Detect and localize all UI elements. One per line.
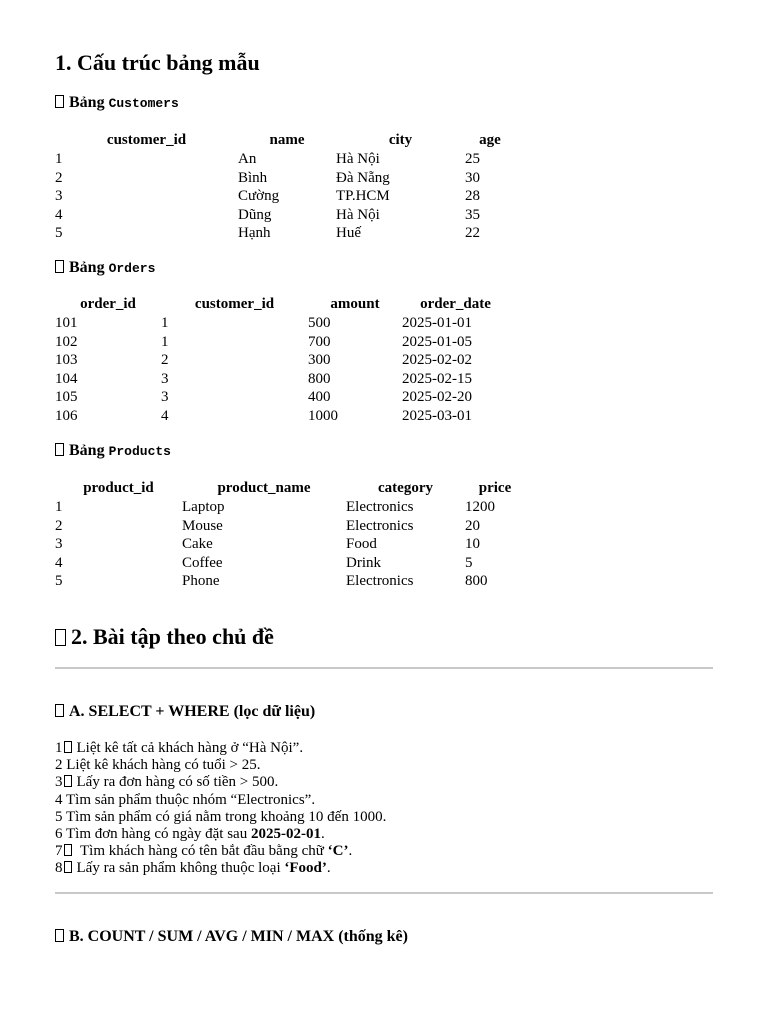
table-cell: TP.HCM [336, 188, 390, 204]
section-2-title [55, 624, 274, 650]
divider [55, 667, 713, 669]
table-cell: 22 [465, 225, 480, 241]
table-cell: 30 [465, 169, 480, 186]
table-cell: 2 [161, 352, 169, 368]
table-cell: 500 [308, 315, 331, 331]
column-header: amount [330, 296, 380, 312]
table-row [55, 554, 525, 573]
missing-glyph-icon [55, 704, 64, 717]
part-a-heading [55, 703, 315, 721]
table-cell: 700 [308, 333, 331, 350]
column-header: customer_id [106, 132, 187, 148]
table-cell: Dũng [238, 206, 272, 223]
part-b-heading [55, 928, 408, 946]
table-row [55, 333, 509, 352]
part-a-title: A. SELECT + WHERE (lọc dữ liệu) [69, 703, 316, 720]
table-cell: Electronics [346, 517, 414, 534]
table-cell: 2025-01-01 [402, 315, 472, 331]
table-cell: 5 [465, 554, 473, 571]
table-cell: 1 [161, 333, 169, 350]
table-row [55, 407, 509, 426]
table-cell: 5 [55, 573, 63, 589]
table-cell: 2025-03-01 [402, 407, 472, 424]
table-row [55, 187, 515, 206]
table-cell: 3 [55, 188, 63, 204]
missing-glyph-icon [55, 260, 64, 273]
table-row [55, 224, 515, 243]
table-row [55, 314, 509, 333]
missing-glyph-icon [55, 443, 64, 456]
table-cell: 2025-02-02 [402, 352, 472, 368]
table-cell: 28 [465, 188, 480, 204]
table-cell: 3 [55, 536, 63, 552]
table-cell: Bình [238, 169, 268, 186]
column-header: city [388, 132, 413, 148]
column-header: price [478, 480, 512, 496]
table-cell: 2 [55, 169, 63, 186]
table-header-row [55, 479, 525, 498]
missing-glyph-icon [55, 95, 64, 108]
table-cell: 4 [55, 554, 63, 571]
table-cell: 300 [308, 352, 331, 368]
table-cell: Huế [336, 225, 361, 241]
table-cell: 4 [161, 407, 169, 424]
part-b-title: B. COUNT / SUM / AVG / MIN / MAX (thống kê) [69, 928, 408, 945]
orders-table-heading [55, 259, 155, 277]
list-item: 3 Lấy ra đơn hàng có số tiền > 500. [55, 774, 279, 791]
column-header: order_date [420, 296, 491, 312]
table-cell: 2025-02-15 [402, 370, 472, 387]
table-cell: Electronics [346, 499, 414, 515]
list-item: 1 Liệt kê tất cả khách hàng ở “Hà Nội”. [55, 740, 304, 756]
table-row [55, 370, 509, 389]
table-cell: An [238, 151, 257, 167]
table-cell: 3 [161, 370, 169, 387]
missing-glyph-icon [64, 775, 72, 787]
column-header: customer_id [194, 296, 275, 312]
table-cell: 1 [55, 499, 63, 515]
table-cell: 4 [55, 206, 63, 223]
table-cell: Cake [182, 536, 213, 552]
table-cell: Food [346, 536, 377, 552]
column-header: category [378, 480, 433, 496]
table-cell: Hà Nội [336, 151, 380, 167]
table-cell: Hà Nội [336, 206, 380, 223]
missing-glyph-icon [64, 741, 72, 753]
missing-glyph-icon [64, 861, 72, 873]
table-cell: 1200 [465, 499, 495, 515]
table-row [55, 517, 525, 536]
table-cell: 2025-02-20 [402, 389, 472, 405]
table-row [55, 572, 525, 591]
section-1-title: 1. Cấu trúc bảng mẫu [55, 50, 260, 75]
table-cell: Electronics [346, 573, 414, 589]
table-heading-name: Products [108, 444, 171, 459]
table-cell: 104 [55, 370, 78, 387]
orders-table [55, 295, 509, 425]
table-cell: Drink [346, 554, 381, 571]
table-heading-name: Customers [108, 96, 179, 111]
table-cell: 25 [465, 151, 480, 167]
table-cell: 800 [465, 573, 488, 589]
list-item: 6 Tìm đơn hàng có ngày đặt sau 2025-02-01. [55, 826, 325, 843]
table-cell: 102 [55, 333, 78, 350]
table-cell: 1000 [308, 407, 338, 424]
table-cell: Coffee [182, 554, 223, 571]
divider [55, 892, 713, 894]
table-cell: 35 [465, 206, 480, 223]
customers-table [55, 131, 515, 243]
table-row [55, 498, 525, 517]
list-item: 8 Lấy ra sản phẩm không thuộc loại ‘Food’. [55, 860, 331, 877]
table-cell: 800 [308, 370, 331, 387]
products-table [55, 479, 525, 591]
table-cell: 106 [55, 407, 78, 424]
customers-table-heading [55, 94, 179, 112]
table-cell: Hạnh [238, 225, 271, 241]
table-cell: 105 [55, 389, 78, 405]
missing-glyph-icon [55, 929, 64, 942]
column-header: order_id [80, 296, 136, 312]
table-cell: 1 [55, 151, 63, 167]
table-heading-prefix: Bảng [69, 94, 105, 111]
table-cell: Laptop [182, 499, 225, 515]
table-row [55, 169, 515, 188]
column-header: product_name [217, 480, 311, 496]
table-row [55, 150, 515, 169]
table-heading-name: Orders [108, 261, 156, 276]
list-item: 4 Tìm sản phẩm thuộc nhóm “Electronics”. [55, 791, 316, 808]
table-row [55, 351, 509, 370]
table-cell: 10 [465, 536, 480, 552]
table-cell: 103 [55, 352, 78, 368]
missing-glyph-icon [55, 629, 66, 646]
table-cell: Mouse [182, 517, 223, 534]
table-cell: 101 [55, 315, 78, 331]
table-cell: 400 [308, 389, 331, 405]
list-item: 2 Liệt kê khách hàng có tuổi > 25. [55, 757, 261, 774]
table-header-row [55, 295, 509, 314]
list-item: 7 Tìm khách hàng có tên bắt đầu bằng chữ ‘C’. [55, 843, 353, 860]
exercise-list [55, 740, 386, 878]
table-cell: Đà Nẵng [336, 169, 390, 186]
table-cell: 20 [465, 517, 480, 534]
list-item: 5 Tìm sản phẩm có giá nằm trong khoảng 10 đến 1000. [55, 808, 387, 825]
table-cell: 5 [55, 225, 63, 241]
table-cell: Cường [238, 188, 280, 204]
table-cell: 3 [161, 389, 169, 405]
table-cell: 1 [161, 315, 169, 331]
table-header-row [55, 131, 515, 150]
table-cell: 2 [55, 517, 63, 534]
column-header: product_id [83, 480, 154, 496]
table-heading-prefix: Bảng [69, 442, 105, 459]
section-2-title-text: 2. Bài tập theo chủ đề [71, 624, 274, 649]
table-row [55, 206, 515, 225]
table-row [55, 388, 509, 407]
missing-glyph-icon [64, 844, 72, 856]
table-cell: Phone [182, 573, 220, 589]
table-row [55, 535, 525, 554]
column-header: name [269, 132, 305, 148]
products-table-heading [55, 442, 171, 460]
table-cell: 2025-01-05 [402, 333, 472, 350]
column-header: age [479, 132, 501, 148]
table-heading-prefix: Bảng [69, 259, 105, 276]
